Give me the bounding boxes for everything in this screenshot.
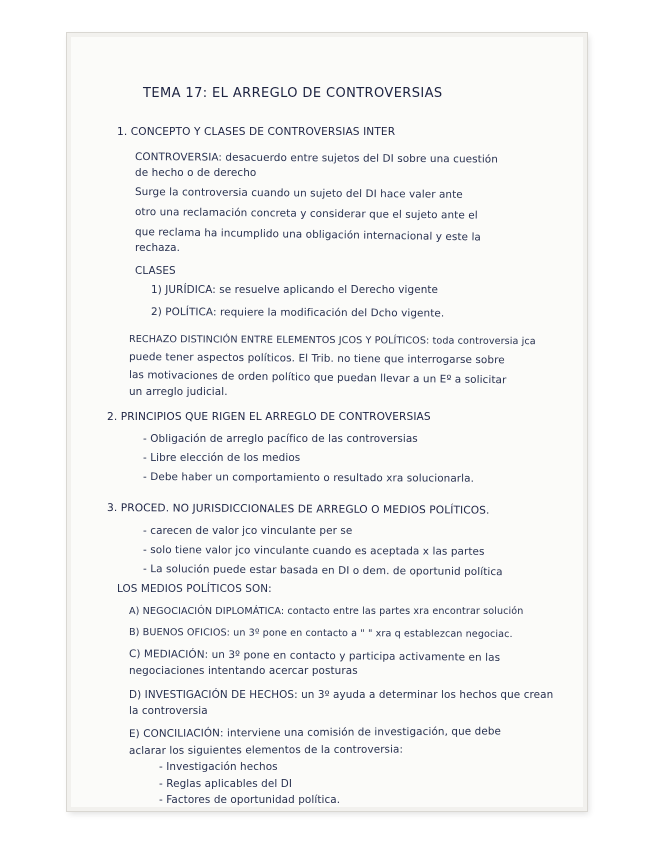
section-3-item: - La solución puede estar basada en DI o dem. de oportunid política <box>142 563 503 579</box>
means-line: D) INVESTIGACIÓN DE HECHOS: un 3º ayuda a determinar los hechos que crean <box>129 689 554 701</box>
principle-item: - Libre elección de los medios <box>143 452 301 464</box>
section-3-heading: 3. PROCED. NO JURISDICCIONALES DE ARREGLO O MEDIOS POLÍTICOS. <box>106 502 490 517</box>
classes-label: CLASES <box>135 265 176 277</box>
conciliation-subitem: - Factores de oportunidad política. <box>159 794 341 806</box>
concept-line: de hecho o de derecho <box>135 167 257 179</box>
principle-item: - Debe haber un comportamiento o resultado xra solucionarla. <box>142 471 475 485</box>
means-label: LOS MEDIOS POLÍTICOS SON: <box>117 583 272 595</box>
means-line: A) NEGOCIACIÓN DIPLOMÁTICA: contacto entre las partes xra encontrar solución <box>129 606 524 617</box>
means-line: negociaciones intentando acercar posturas <box>129 665 358 677</box>
concept-line: CONTROVERSIA: desacuerdo entre sujetos del DI sobre una cuestión <box>134 151 499 166</box>
class-item: 1) JURÍDICA: se resuelve aplicando el Derecho vigente <box>151 284 439 296</box>
means-line: la controversia <box>129 705 208 717</box>
rejection-line: las motivaciones de orden político que puedan llevar a un Eº a solicitar <box>128 369 507 387</box>
concept-line: otro una reclamación concreta y considerar que el sujeto ante el <box>134 206 478 222</box>
page-title: TEMA 17: EL ARREGLO DE CONTROVERSIAS <box>143 86 443 101</box>
rejection-line: un arreglo judicial. <box>129 386 228 398</box>
means-line: B) BUENOS OFICIOS: un 3º pone en contacto a " " xra q establezcan negociac. <box>128 627 513 641</box>
means-line: C) MEDIACIÓN: un 3º pone en contacto y participa activamente en las <box>128 648 501 664</box>
rejection-line: puede tener aspectos políticos. El Trib. no tiene que interrogarse sobre <box>128 351 505 367</box>
paper-sheet <box>71 37 583 807</box>
section-2-heading: 2. PRINCIPIOS QUE RIGEN EL ARREGLO DE CONTROVERSIAS <box>107 411 431 423</box>
means-line: E) CONCILIACIÓN: interviene una comisión de investigación, que debe <box>128 725 502 740</box>
class-item: 2) POLÍTICA: requiere la modificación del Dcho vigente. <box>150 306 445 320</box>
concept-line: Surge la controversia cuando un sujeto del DI hace valer ante <box>134 186 463 201</box>
concept-line: rechaza. <box>135 242 181 254</box>
scanned-page <box>67 33 587 811</box>
section-3-item: - solo tiene valor jco vinculante cuando es aceptada x las partes <box>142 544 485 558</box>
concept-line: que reclama ha incumplido una obligación internacional y este la <box>134 226 482 244</box>
section-1-heading: 1. CONCEPTO Y CLASES DE CONTROVERSIAS INTER <box>117 126 396 138</box>
section-3-item: - carecen de valor jco vinculante per se <box>143 525 353 537</box>
conciliation-subitem: - Reglas aplicables del DI <box>159 778 293 790</box>
rejection-line: RECHAZO DISTINCIÓN ENTRE ELEMENTOS JCOS Y POLÍTICOS: toda controversia jca <box>128 334 536 348</box>
principle-item: - Obligación de arreglo pacífico de las controversias <box>143 433 418 445</box>
means-line: aclarar los siguientes elementos de la controversia: <box>128 743 404 757</box>
conciliation-subitem: - Investigación hechos <box>159 761 278 773</box>
